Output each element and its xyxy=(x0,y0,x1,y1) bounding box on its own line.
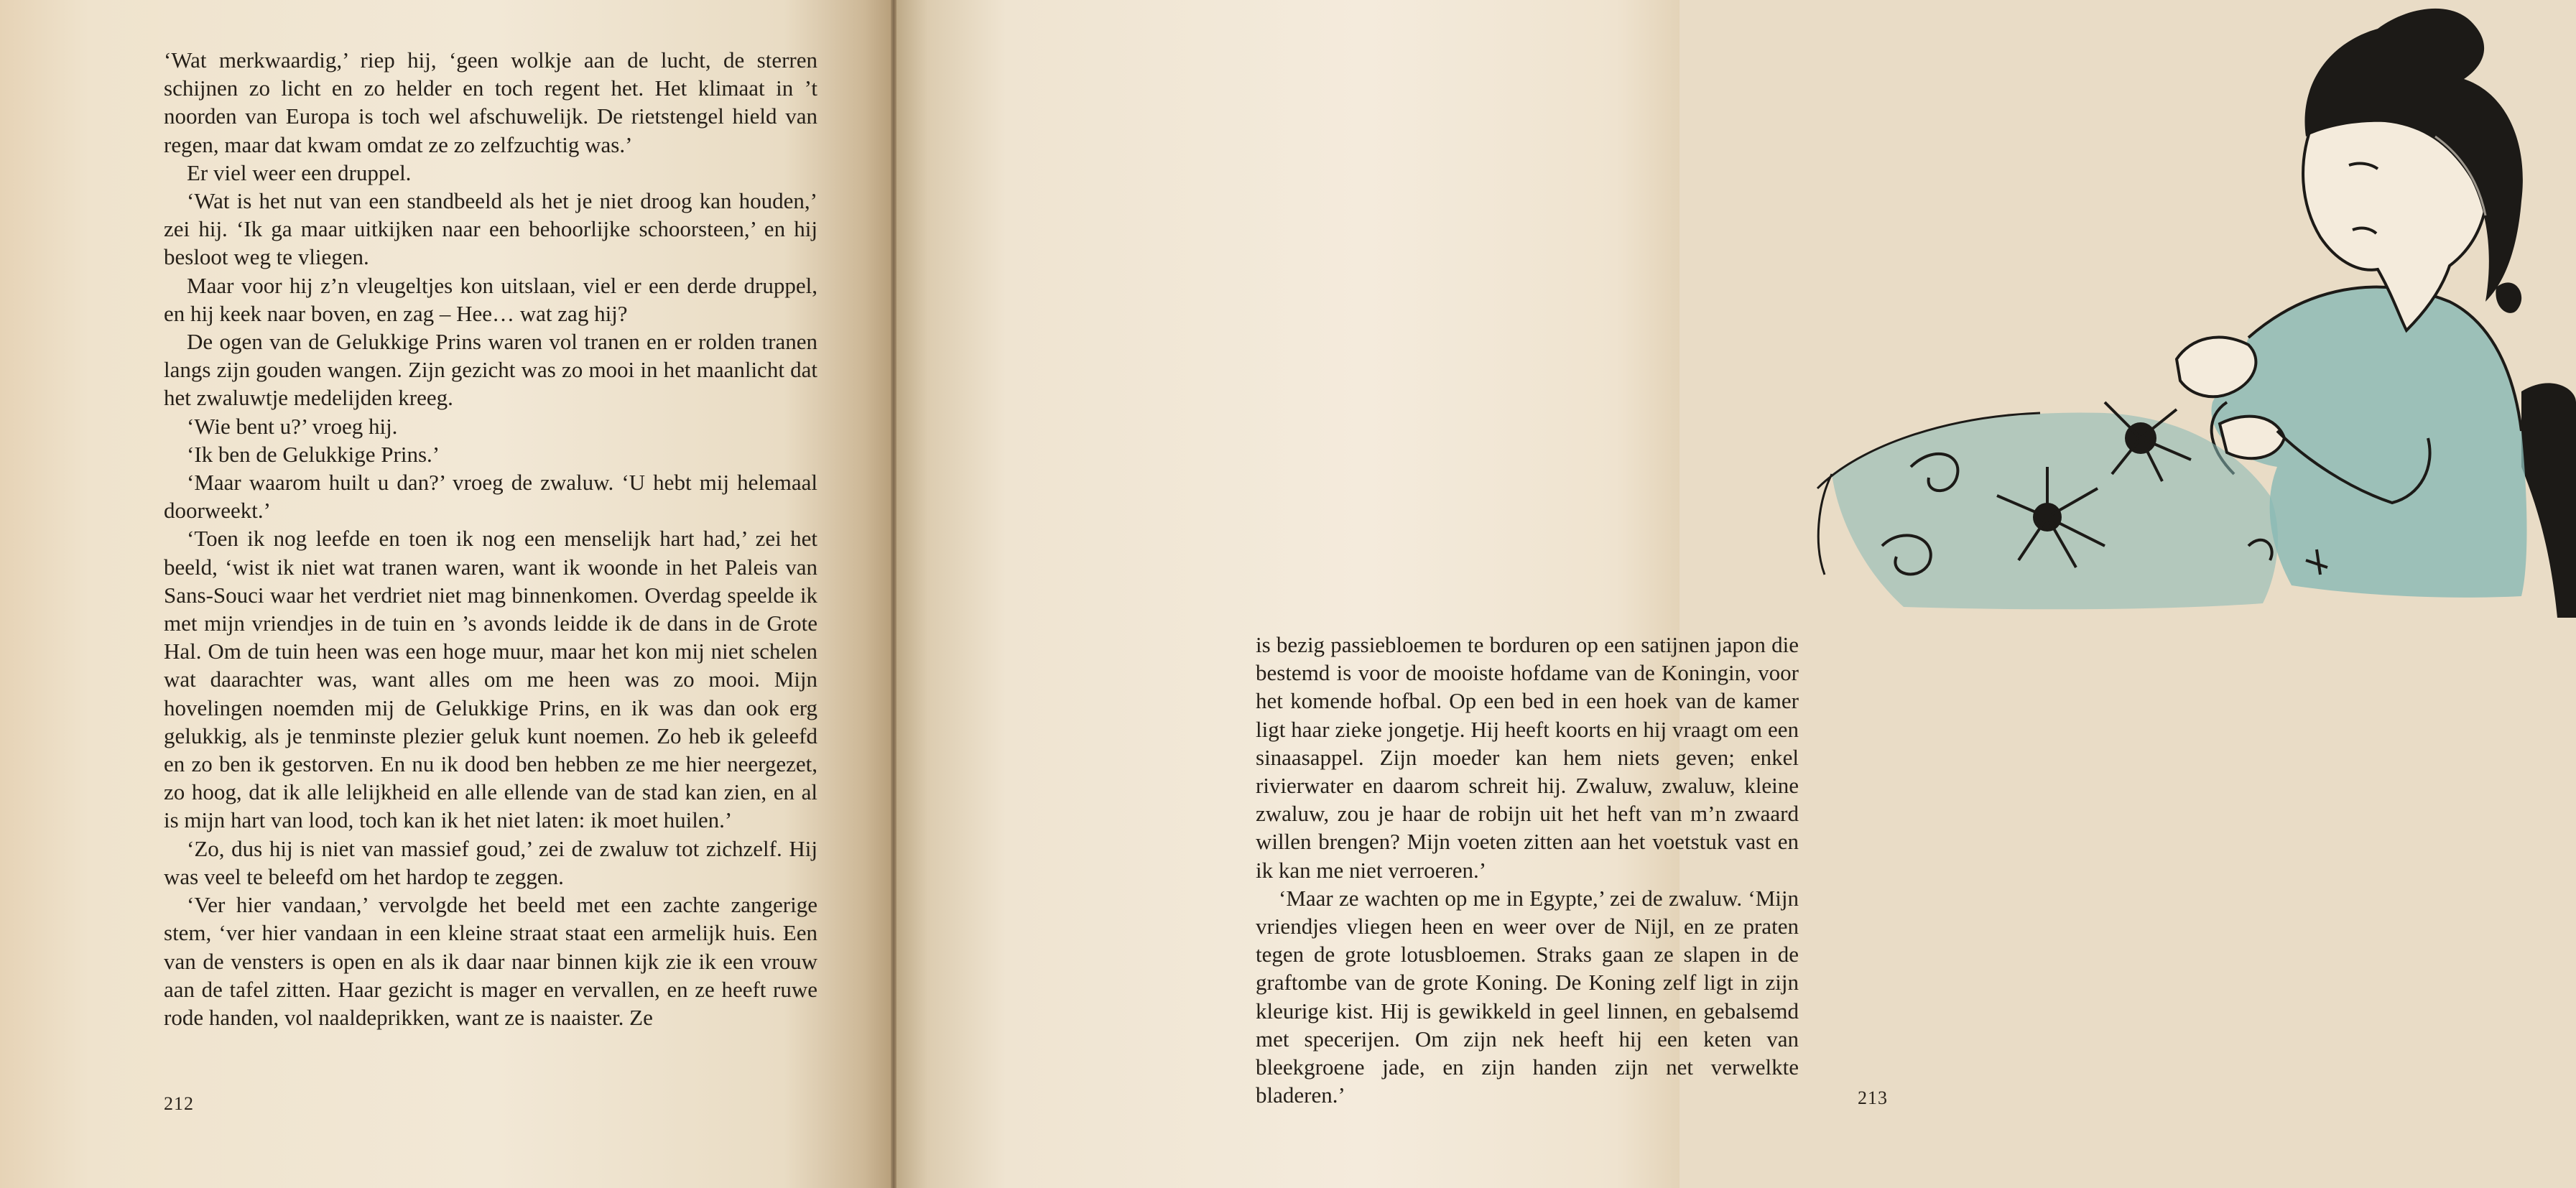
chair-shape xyxy=(2521,383,2576,618)
paragraph: ‘Zo, dus hij is niet van massief goud,’ zei de zwaluw tot zichzelf. Hij was veel te beleefd om het hardop te zeggen. xyxy=(164,835,817,889)
paragraph: ‘Wat merkwaardig,’ riep hij, ‘geen wolkje aan de lucht, de sterren schijnen zo licht en zo helder en toch regent het. Het klimaat in ’t noorden van Europa is toch wel afschuwelijk. De rietstengel hield van regen, maar dat kwam omdat ze zo zelfzuchtig was.’ xyxy=(164,47,817,157)
paragraph: ‘Maar ze wachten op me in Egypte,’ zei de zwaluw. ‘Mijn vriendjes vliegen heen en weer over de Nijl, en ze praten tegen de grote lotusbloemen. Straks gaan ze slapen in de graftombe van de grote Koning. De Koning zelf ligt in zijn kleurige kist. Hij is gewikkeld in geel linnen, en gebalsemd met specerijen. Om zijn nek heeft hij een keten van bleekgroene jade, en zijn handen zijn net verwelkte bladeren.’ xyxy=(1256,885,1799,1108)
left-page-text xyxy=(164,46,817,1031)
paragraph: ‘Ik ben de Gelukkige Prins.’ xyxy=(187,441,440,467)
paragraph: ‘Wat is het nut van een standbeeld als het je niet droog kan houden,’ zei hij. ‘Ik ga maar uitkijken naar een behoorlijke schoorsteen,’ en hij besloot weg te vliegen. xyxy=(164,188,817,270)
page-number-left: 212 xyxy=(164,1093,194,1114)
paragraph: ‘Maar waarom huilt u dan?’ vroeg de zwaluw. ‘U hebt mij helemaal doorweekt.’ xyxy=(164,470,817,524)
paragraph: ‘Toen ik nog leefde en toen ik nog een menselijk hart had,’ zei het beeld, ‘wist ik niet wat tranen waren, want ik woonde in het Paleis van Sans-Souci waar het verdriet niet mag binnenkomen. Overdag speelde ik met mijn vriendjes in de tuin en ’s avonds leidde ik de dans in de Grote Hal. Om de tuin heen was een hoge muur, maar het kon mij niet schelen wat daarachter was, want alles om me heen was zo mooi. Mijn hovelingen noemden mij de Gelukkige Prins, en ik was dan ook erg gelukkig, als je tenminste plezier geluk kunt noemen. Zo heb ik geleefd en zo ben ik gestorven. En nu ik dood ben hebben ze me hier neergezet, zo hoog, dat ik alle lelijkheid en alle ellende van de stad kan zien, en al is mijn hart van lood, toch kan ik het niet laten: ik moet huilen.’ xyxy=(164,526,817,833)
paragraph: De ogen van de Gelukkige Prins waren vol tranen en er rolden tranen langs zijn gouden wangen. Zijn gezicht was zo mooi in het maanlicht dat het zwaluwtje medelijden kreeg. xyxy=(164,329,817,411)
left-page xyxy=(0,0,891,1188)
right-page xyxy=(896,0,1888,1188)
page-number-right: 213 xyxy=(1858,1087,1888,1108)
paragraph: ‘Ver hier vandaan,’ vervolgde het beeld met een zachte zangerige stem, ‘ver hier vandaan in een kleine straat staat een armelijk huis. Een van de vensters is open en als ik daar naar binnen kijk zie ik een vrouw aan de tafel zitten. Haar gezicht is mager en vervallen, en ze heeft ruwe rode handen, vol naaldeprikken, want ze is naaister. Ze xyxy=(164,892,817,1030)
paragraph: ‘Wie bent u?’ vroeg hij. xyxy=(187,413,398,439)
paragraph: Er viel weer een druppel. xyxy=(187,159,412,185)
chair-knob xyxy=(2496,282,2521,312)
paragraph: Maar voor hij z’n vleugeltjes kon uitslaan, viel er een derde druppel, en hij keek naar boven, en zag – Hee… wat zag hij? xyxy=(164,272,817,326)
right-page-text xyxy=(1256,631,1799,1109)
seamstress-illustration xyxy=(1803,0,2576,618)
seamstress-drawing xyxy=(1803,0,2576,618)
paragraph: is bezig passiebloemen te borduren op een satijnen japon die bestemd is voor de mooiste hofdame van de Koningin, voor het komende hofbal. Op een bed in een hoek van de kamer ligt haar zieke jongetje. Hij heeft koorts en hij vraagt om een sinaasappel. Zijn moeder kan hem niets geven; enkel rivierwater en daarom schreit hij. Zwaluw, zwaluw, kleine zwaluw, zou je haar de robijn uit het heft van m’n zwaard willen brengen? Mijn voeten zitten aan het voetstuk vast en ik kan me niet verroeren.’ xyxy=(1256,632,1799,883)
book-gutter xyxy=(891,0,896,1188)
